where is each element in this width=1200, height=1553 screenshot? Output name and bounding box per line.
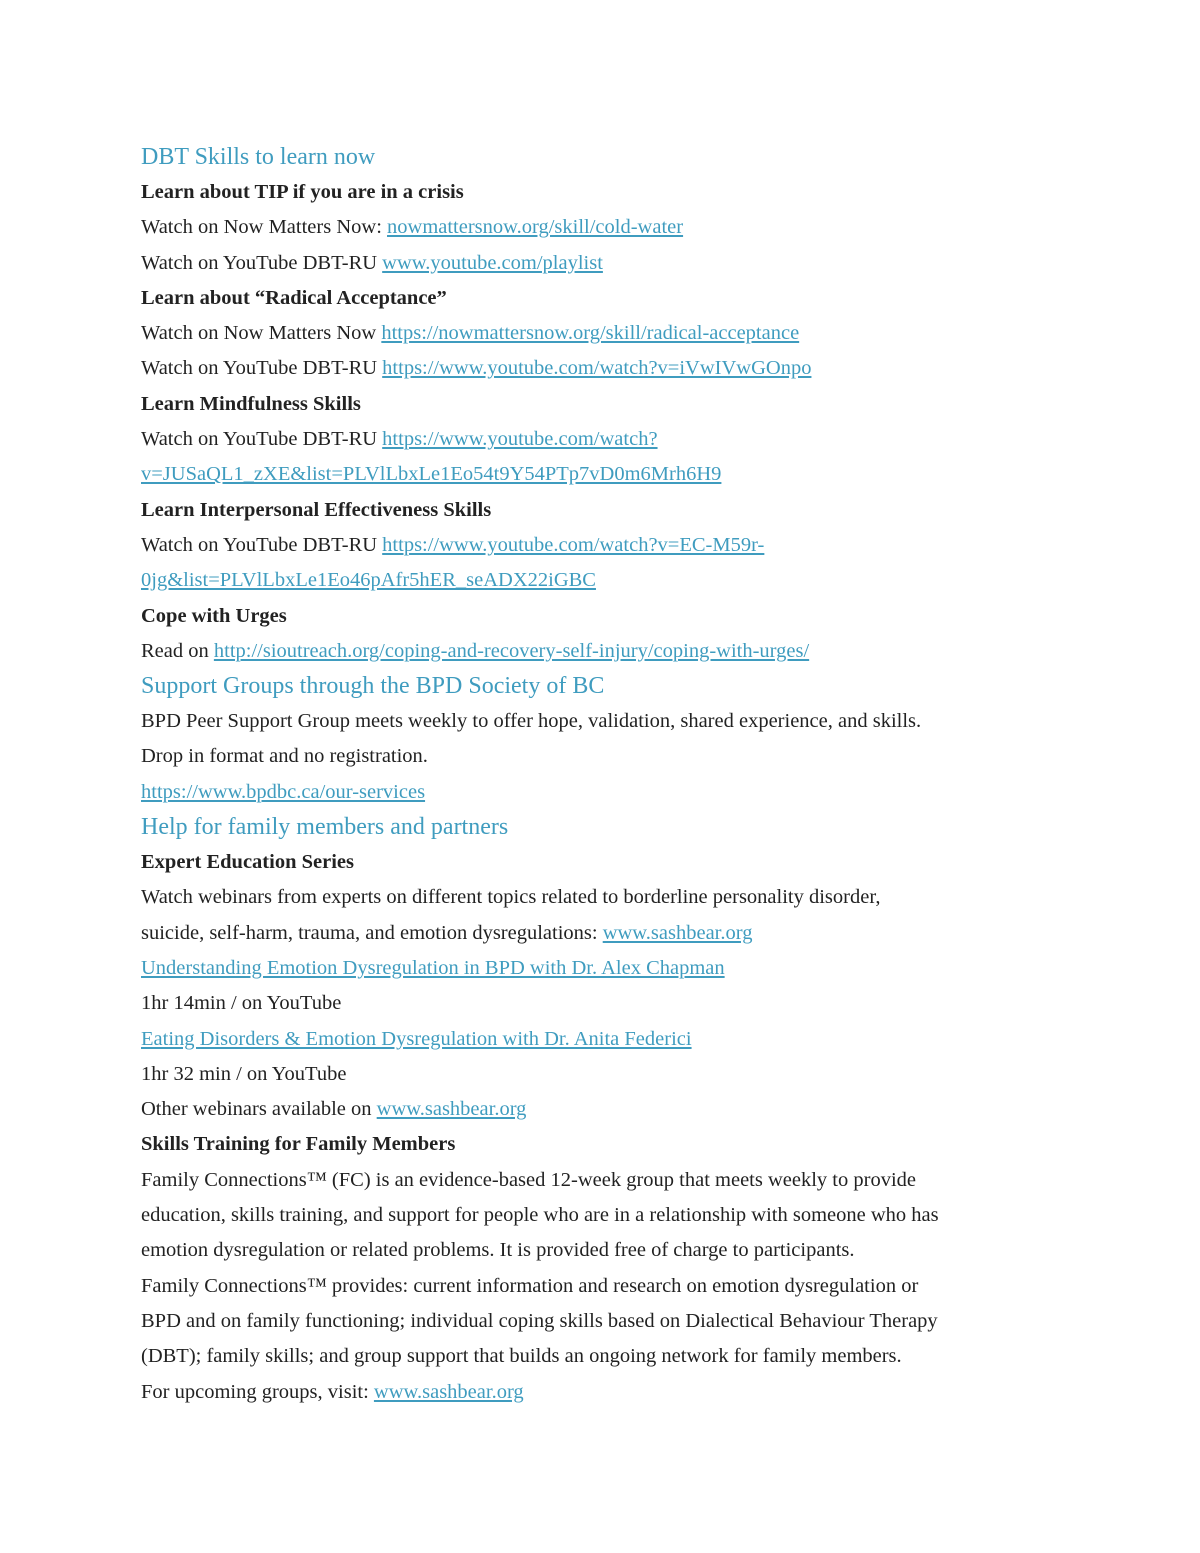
radical-line-2-text: Watch on YouTube DBT-RU	[141, 357, 383, 380]
tip-line-1-text: Watch on Now Matters Now:	[141, 216, 388, 239]
link-bpdbc-services[interactable]: https://www.bpdbc.ca/our-services	[141, 780, 426, 803]
tip-line-2-text: Watch on YouTube DBT-RU	[141, 251, 383, 274]
link-youtube-interpersonal[interactable]: https://www.youtube.com/watch?v=EC-M59r-	[382, 533, 765, 556]
link-youtube-playlist[interactable]: www.youtube.com/playlist	[382, 251, 603, 274]
mindfulness-line-1	[141, 422, 1101, 457]
link-sashbear-3[interactable]: www.sashbear.org	[373, 1380, 524, 1403]
interpersonal-line-2	[141, 563, 1101, 598]
expert-line-1: Watch webinars from experts on different topics related to borderline personality disorder,	[141, 886, 881, 909]
subheading-skills-training: Skills Training for Family Members	[141, 1133, 456, 1156]
subheading-expert-education: Expert Education Series	[141, 851, 354, 874]
link-webinar-chapman[interactable]: Understanding Emotion Dysregulation in BPD with Dr. Alex Chapman	[141, 956, 725, 979]
subheading-radical-acceptance: Learn about “Radical Acceptance”	[141, 286, 447, 309]
webinar-2-meta: 1hr 32 min / on YouTube	[141, 1062, 347, 1085]
link-nowmattersnow-cold-water[interactable]: nowmattersnow.org/skill/cold-water	[387, 216, 684, 239]
urges-line-1-text: Read on	[141, 639, 214, 662]
other-webinars-text: Other webinars available on	[141, 1098, 377, 1121]
webinar-2-line	[141, 1022, 1101, 1057]
skills-p1-line-1: Family Connections™ (FC) is an evidence-based 12-week group that meets weekly to provide	[141, 1168, 916, 1191]
link-sioutreach-urges[interactable]: http://sioutreach.org/coping-and-recovery-self-injury/coping-with-urges/	[213, 639, 810, 662]
mindfulness-line-2	[141, 457, 1101, 492]
subheading-mindfulness: Learn Mindfulness Skills	[141, 392, 361, 415]
expert-line-2	[141, 916, 1101, 951]
link-youtube-radical-acceptance[interactable]: https://www.youtube.com/watch?v=iVwIVwGOnpo	[382, 357, 812, 380]
interpersonal-line-1-text: Watch on YouTube DBT-RU	[141, 533, 383, 556]
heading-family-help: Help for family members and partners	[141, 814, 509, 841]
skills-p2-line-2: BPD and on family functioning; individual coping skills based on Dialectical Behaviour Therapy	[141, 1309, 938, 1332]
support-para-1: BPD Peer Support Group meets weekly to offer hope, validation, shared experience, and skills.	[141, 710, 922, 733]
link-youtube-interpersonal-continued[interactable]: 0jg&list=PLVlLbxLe1Eo46pAfr5hER_seADX22iGBC	[141, 569, 596, 592]
expert-line-2-text: suicide, self-harm, trauma, and emotion dysregulations:	[141, 921, 603, 944]
link-youtube-mindfulness[interactable]: https://www.youtube.com/watch?	[382, 428, 658, 451]
radical-line-1	[141, 316, 1101, 351]
radical-line-2	[141, 351, 1101, 386]
heading-support-groups: Support Groups through the BPD Society of BC	[141, 673, 605, 700]
link-webinar-federici[interactable]: Eating Disorders & Emotion Dysregulation with Dr. Anita Federici	[141, 1027, 692, 1050]
visit-line	[141, 1375, 1101, 1410]
visit-text: For upcoming groups, visit:	[141, 1380, 374, 1403]
link-sashbear-2[interactable]: www.sashbear.org	[376, 1098, 527, 1121]
support-para-2: Drop in format and no registration.	[141, 745, 428, 768]
skills-p1-line-3: emotion dysregulation or related problems. It is provided free of charge to participants.	[141, 1239, 855, 1262]
skills-p2-line-3: (DBT); family skills; and group support that builds an ongoing network for family members.	[141, 1345, 902, 1368]
mindfulness-line-1-text: Watch on YouTube DBT-RU	[141, 428, 383, 451]
support-link-line	[141, 775, 1101, 810]
webinar-1-meta: 1hr 14min / on YouTube	[141, 992, 342, 1015]
subheading-cope-with-urges: Cope with Urges	[141, 604, 287, 627]
skills-p1-line-2: education, skills training, and support for people who are in a relationship with someone who has	[141, 1204, 939, 1227]
other-webinars-line	[141, 1092, 1101, 1127]
radical-line-1-text: Watch on Now Matters Now	[141, 322, 382, 345]
skills-p2-line-1: Family Connections™ provides: current information and research on emotion dysregulation or	[141, 1274, 919, 1297]
interpersonal-line-1	[141, 528, 1101, 563]
link-sashbear-1[interactable]: www.sashbear.org	[602, 921, 753, 944]
urges-line-1	[141, 634, 1101, 669]
heading-dbt-skills: DBT Skills to learn now	[141, 144, 376, 170]
webinar-1-line	[141, 951, 1101, 986]
subheading-tip: Learn about TIP if you are in a crisis	[141, 181, 464, 203]
link-nowmattersnow-radical-acceptance[interactable]: https://nowmattersnow.org/skill/radical-acceptance	[381, 322, 800, 345]
subheading-interpersonal: Learn Interpersonal Effectiveness Skills	[141, 498, 492, 521]
link-youtube-mindfulness-continued[interactable]: v=JUSaQL1_zXE&list=PLVlLbxLe1Eo54t9Y54PTp7vD0m6Mrh6H9	[141, 463, 722, 486]
document-page	[141, 140, 1101, 1410]
tip-line-1	[141, 210, 1101, 245]
tip-line-2	[141, 246, 1101, 281]
